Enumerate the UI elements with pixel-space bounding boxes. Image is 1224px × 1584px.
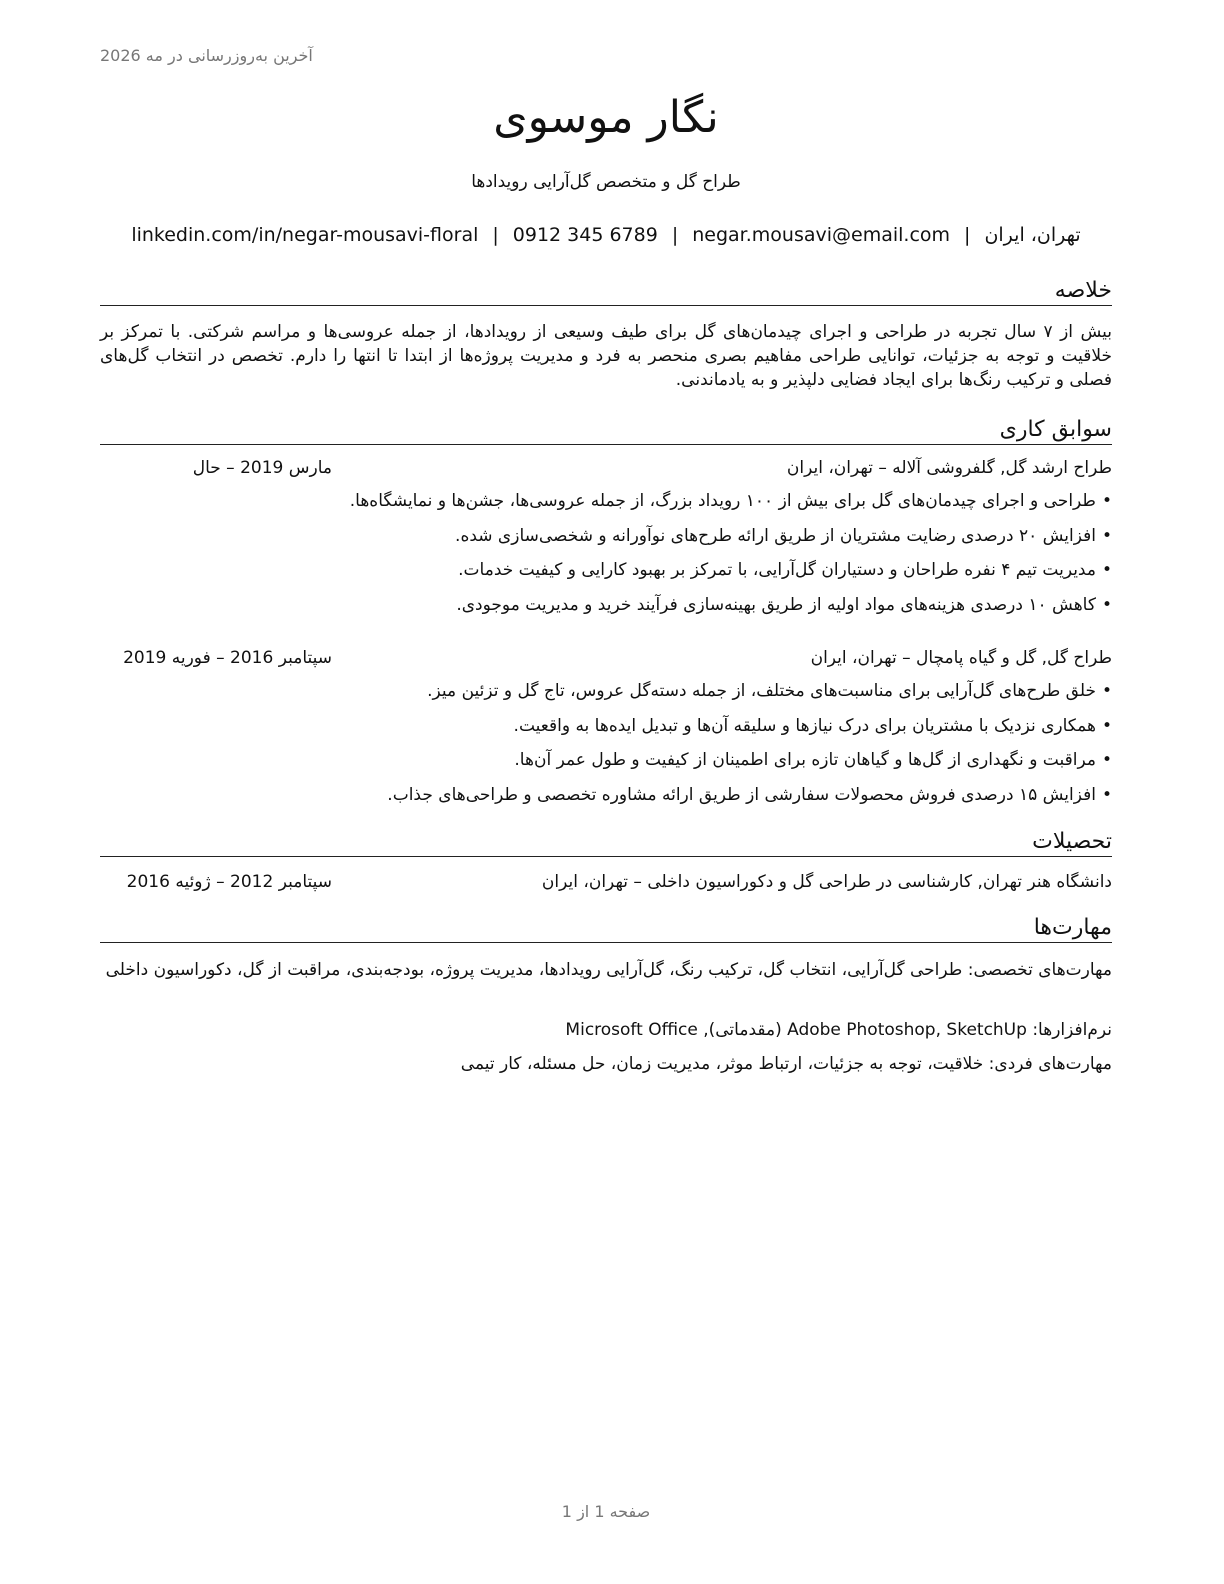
skills-personal: مهارت‌های فردی: خلاقیت، توجه به جزئیات، ارتباط موثر، مدیریت زمان، حل مسئله، کار تیمی [460,1054,1112,1074]
last-updated: آخرین به‌روزرسانی در مه 2026 [100,46,313,65]
list-item: •مراقبت و نگهداری از گل‌ها و گیاهان تازه برای اطمینان از کیفیت و طول عمر آن‌ها. [514,750,1112,770]
contact-location: تهران، ایران [984,224,1081,246]
list-item: •افزایش ۱۵ درصدی فروش محصولات سفارشی از طریق ارائه مشاوره تخصصی و طراحی‌های جذاب. [387,784,1112,805]
list-item: •خلق طرح‌های گل‌آرایی برای مناسبت‌های مختلف، از جمله دسته‌گل عروس، تاج گل و تزئین میز. [427,681,1112,701]
contact-email[interactable]: negar.mousavi@email.com [692,224,951,246]
job-date: مارس 2019 – حال [192,458,332,478]
list-item: •طراحی و اجرای چیدمان‌های گل برای بیش از ۱۰۰ رویداد بزرگ، از جمله عروسی‌ها، جشن‌ها و نمایشگاه‌ها. [349,491,1112,511]
education-title: دانشگاه هنر تهران, کارشناسی در طراحی گل و دکوراسیون داخلی – تهران، ایران [541,872,1112,892]
contact-separator: | [964,224,971,246]
resume-page [100,0,1112,1584]
education-item [100,872,1112,896]
skills-software: نرم‌افزارها: Adobe Photoshop, SketchUp (مقدماتی), Microsoft Office [565,1020,1112,1040]
job-date: سپتامبر 2016 – فوریه 2019 [123,648,332,668]
contact-line [100,224,1112,246]
section-title-summary: خلاصه [100,278,1112,306]
contact-separator: | [492,224,499,246]
skills-specialized: مهارت‌های تخصصی: طراحی گل‌آرایی، انتخاب گل، ترکیب رنگ، گل‌آرایی رویدادها، مدیریت پروژه، بودجه‌بندی، مراقبت از گل، دکوراسیون داخلی [105,960,1112,980]
section-title-skills: مهارت‌ها [100,915,1112,943]
contact-phone: 0912 345 6789 [512,224,658,246]
education-date: سپتامبر 2012 – ژوئیه 2016 [126,872,332,892]
job-subtitle: طراح گل و متخصص گل‌آرایی رویدادها [471,172,741,192]
list-item: •کاهش ۱۰ درصدی هزینه‌های مواد اولیه از طریق بهینه‌سازی فرآیند خرید و مدیریت موجودی. [456,594,1112,615]
job-bullets [100,489,1112,627]
job-title: طراح ارشد گل, گلفروشی آلاله – تهران، ایران [786,458,1112,478]
list-item: •همکاری نزدیک با مشتریان برای درک نیازها و سلیقه آن‌ها و تبدیل ایده‌ها به واقعیت. [513,715,1112,736]
section-title-experience: سوابق کاری [100,417,1112,445]
summary-text: بیش از ۷ سال تجربه در طراحی و اجرای چیدمان‌های گل برای طیف وسیعی از رویدادها، از جمله عروسی‌ها و مراسم شرکتی. با تمرکز بر خلاقیت و توجه به جزئیات، توانایی طراحی مفاهیم بصری منحصر به فرد و مدیریت پروژه‌ها از ابتدا تا انتها را دارم. تخصص در انتخاب گل‌های فصلی و ترکیب رنگ‌ها برای ایجاد فضایی دلپذیر و به یادماندنی. [100,322,1113,390]
list-item: •مدیریت تیم ۴ نفره طراحان و دستیاران گل‌آرایی، با تمرکز بر بهبود کارایی و کیفیت خدمات. [458,560,1112,580]
page-title: نگار موسوی [493,92,719,143]
list-item: •افزایش ۲۰ درصدی رضایت مشتریان از طریق ارائه طرح‌های نوآورانه و شخصی‌سازی شده. [455,525,1112,546]
job-header [100,458,1112,482]
contact-linkedin[interactable]: linkedin.com/in/negar-mousavi-floral [131,224,479,246]
job-header [100,648,1112,672]
contact-separator: | [671,224,679,246]
page-number: صفحه 1 از 1 [561,1502,651,1521]
job-title: طراح گل, گل و گیاه پامچال – تهران، ایران [810,648,1112,668]
job-bullets [100,679,1112,817]
section-title-education: تحصیلات [100,829,1112,857]
